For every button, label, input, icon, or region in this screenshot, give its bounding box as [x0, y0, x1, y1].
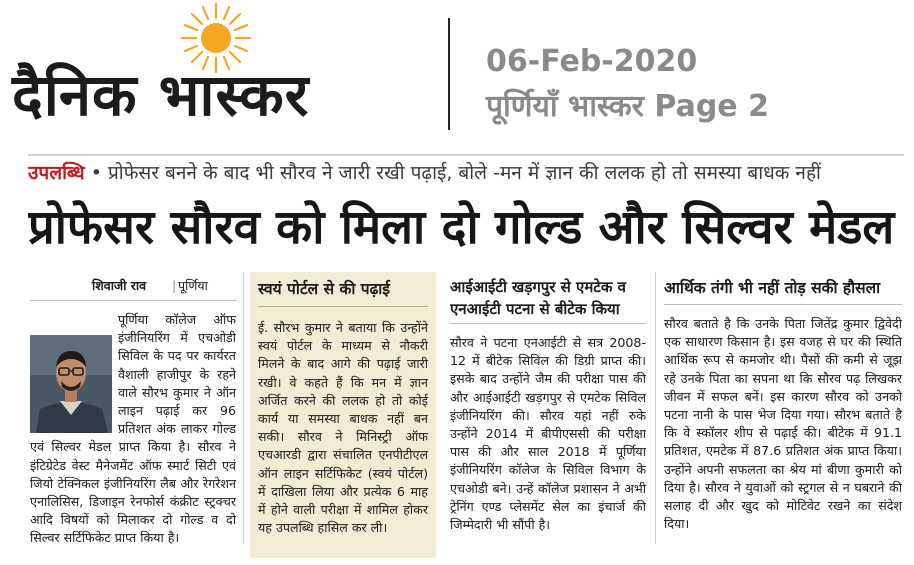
article-column-2-box — [250, 272, 436, 558]
article-column-4 — [664, 272, 902, 558]
kicker-tag: उपलब्धि — [28, 162, 85, 184]
headline: प्रोफेसर सौरव को मिला दो गोल्ड और सिल्वर मेडल — [28, 200, 895, 255]
masthead — [0, 0, 914, 148]
edition-date: 06-Feb-2020 — [486, 44, 698, 79]
column-1-body — [30, 311, 236, 548]
article-column-3 — [450, 272, 646, 558]
byline-author: शिवाजी राव — [92, 278, 147, 293]
portrait-photo — [30, 335, 112, 433]
byline-place: पूर्णिया — [178, 278, 208, 293]
column-2-text: ई. सौरभ कुमार ने बताया कि उन्होंने स्वयं पोर्टल के माध्यम से नौकरी मिलने के बाद आगे की पढ़ाई जारी रखी। वे कहते हैं कि मन में ज्ञान अर्जित करने की ललक हो तो कोई कार्य या समस्या बाधक नहीं बन सकी। सौरव ने मिनिस्ट्री ऑफ एचआरडी द्वारा संचालित एनपीटीएल ऑन लाइन सर्टिफिकेट (स्वयं पोर्टल) में दाखिला लिया और प्रत्येक 6 माह में होने वाली परीक्षा में शामिल होकर यह उपलब्धि हासिल कर ली। — [258, 320, 428, 536]
person-photo-icon — [30, 335, 112, 433]
column-2-heading: स्वयं पोर्टल से की पढ़ाई — [258, 272, 428, 307]
column-3-text: सौरव ने पटना एनआईटी से सत्र 2008-12 में बीटेक सिविल की डिग्री प्राप्त की। इसके बाद उन्होंने जैम की परीक्षा पास की और आईआईटी खड़गपुर से एमटेक सिविल इंजीनियरिंग की। सौरव यहां नहीं रुके उन्होंने 2014 में बीपीएससी की परीक्षा पास की और साल 2018 में पूर्णिया इंजीनियरिंग कॉलेज के सिविल विभाग के एचओडी बने। उन्हें कॉलेज प्रशासन ने अभी ट्रेनिंग एण्ड प्लेसमेंट सेल का इंचार्ज की जिम्मेदारी भी सौंपी है। — [450, 335, 646, 533]
column-rule — [243, 272, 244, 544]
byline — [30, 272, 236, 301]
byline-separator: | — [172, 278, 177, 293]
edition-page: पूर्णियाँ भास्कर Page 2 — [486, 89, 769, 124]
column-rule — [655, 272, 656, 544]
kicker-line — [28, 154, 904, 190]
column-3-heading: आईआईटी खड़गपुर से एमटेक व एनआईटी पटना से बीटेक किया — [450, 272, 646, 324]
column-1-text: पूर्णिया कॉलेज ऑफ इंजीनियरिंग में एचओडी सिविल के पद पर कार्यरत वैशाली हाजीपुर के रहने वाले सौरभ कुमार ने ऑन लाइन पढ़ाई कर 96 प्रतिशत अंक लाकर गोल्ड एवं सिल्वर मेडल प्राप्त किया है। सौरव ने इंटिग्रेटेड वेस्ट मैनेजमेंट ऑफ स्मार्ट सिटी एवं जियो टेक्निकल इंजीनियरिंग लैब और रेगरेशन एनालिसिस, डिजाइन रेनफोर्स कंक्रीट स्ट्रक्चर आदि विषयों को मिलाकर दो गोल्ड व दो सिल्वर सर्टिफिकेट प्राप्त किया है। — [30, 312, 236, 546]
column-4-text: सौरव बताते है कि उनके पिता जितेंद्र कुमार द्विवेदी एक साधारण किसान है। इस वजह से घर की स्थिति आर्थिक रूप से कमजोर थी। पैसों की कमी से जूझ रहे उनके पिता का सपना था कि सौरव पढ़ लिखकर जीवन में सफल बनें। इस कारण सौरव को उनको पटना नानी के पास भेज दिया गया। सौरभ बताते है कि वे स्कॉलर शीप से पढ़ाई की। बीटेक में 91.1 प्रतिशत, एमटेक में 87.6 प्रतिशत अंक प्राप्त किया। उन्होंने अपनी सफलता का श्रेय मां बीणा कुमारी को दिया है। सौरव ने युवाओं को स्ट्रगल से न घबराने की सलाह दी और खुद को मोटिवेट रखने का संदेश दिया। — [664, 316, 902, 532]
masthead-divider — [448, 18, 450, 130]
article-column-1 — [30, 272, 236, 558]
newspaper-logo: दैनिक भास्कर — [12, 61, 310, 129]
column-4-heading: आर्थिक तंगी भी नहीं तोड़ सकी हौसला — [664, 272, 902, 305]
kicker-text: • प्रोफेसर बनने के बाद भी सौरव ने जारी रखी पढ़ाई, बोले -मन में ज्ञान की ललक हो तो समस्या बाधक नहीं — [90, 162, 821, 184]
